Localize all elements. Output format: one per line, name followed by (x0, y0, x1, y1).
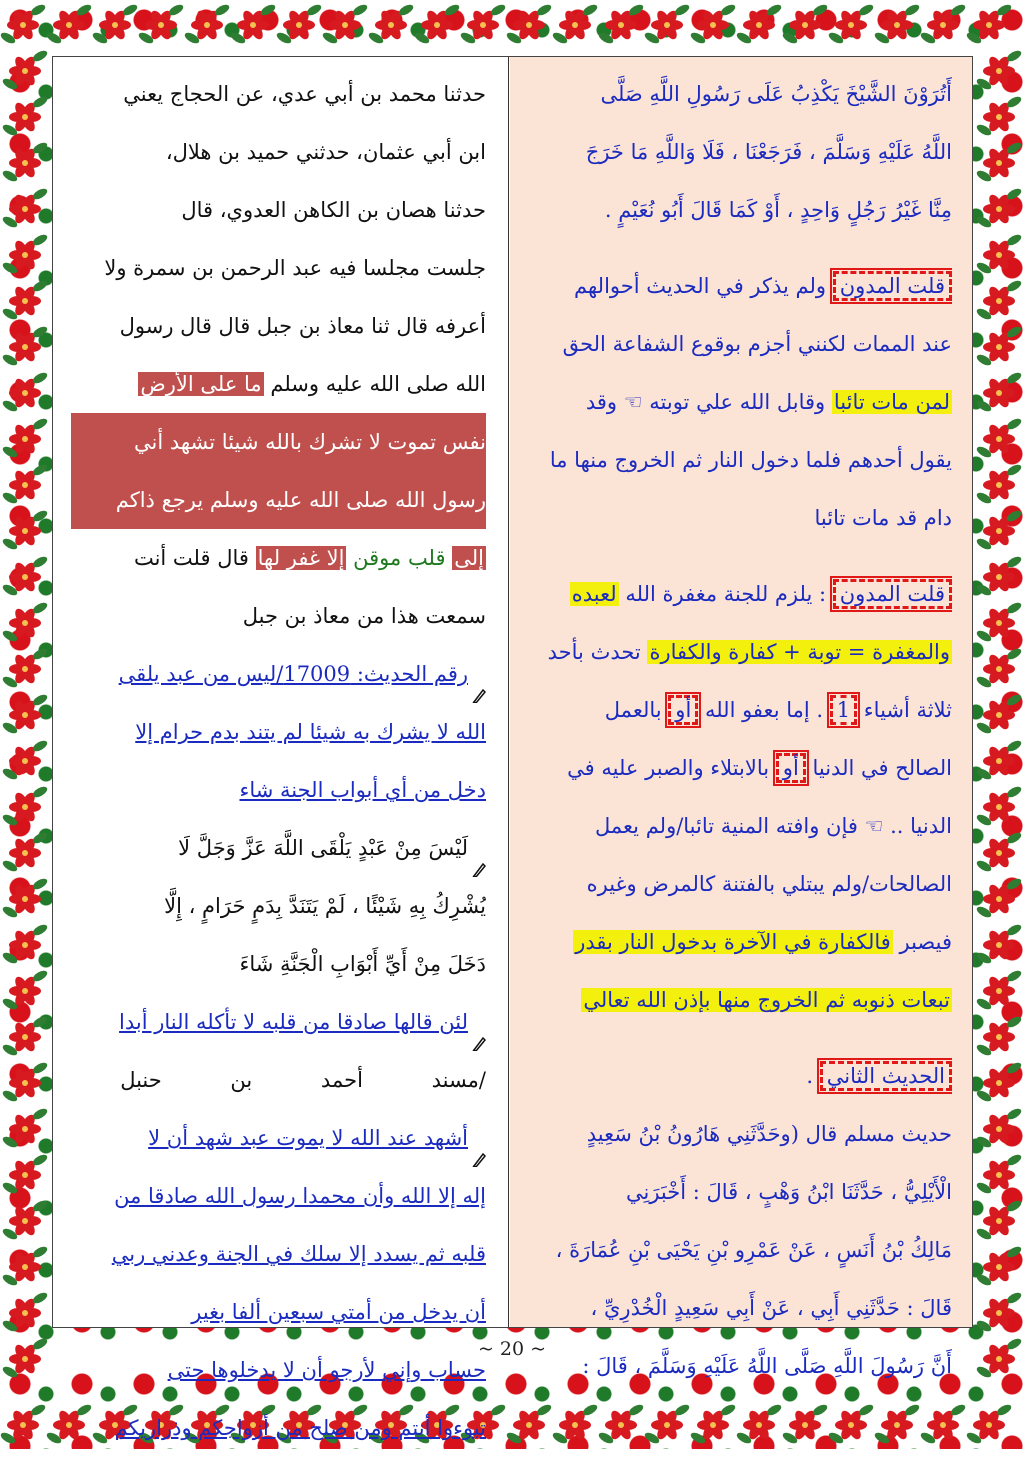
poinsettia-icon (324, 4, 366, 46)
hadith-number-link[interactable] (71, 645, 486, 703)
laen-link[interactable] (71, 993, 486, 1051)
poinsettia-icon (140, 4, 182, 46)
note-line (526, 797, 952, 855)
poinsettia-icon (978, 372, 1020, 414)
red-highlight: ما على الأرض (140, 372, 262, 396)
isnad-line: قَالَ : حَدَّثَنِي أَبِي ، عَنْ أَبِي سَعِيدٍ الْخُدْرِيِّ ، (590, 1296, 952, 1320)
poinsettia-icon (978, 556, 1020, 598)
boxed-label: قلت المدون (833, 579, 952, 609)
text-span: : يلزم للجنة مغفرة الله (625, 582, 827, 606)
ashhad-link[interactable] (71, 1109, 486, 1167)
poinsettia-icon (830, 4, 872, 46)
poinsettia-icon (978, 832, 1020, 874)
poinsettia-icon (4, 326, 46, 368)
hadith-link-line[interactable]: إله إلا الله وأن محمدا رسول الله صادقا من (114, 1184, 486, 1208)
poinsettia-icon (978, 1062, 1020, 1104)
poinsettia-icon (830, 1404, 872, 1446)
text-line: حدثنا هصان بن الكاهن العدوي، قال (181, 198, 486, 222)
yellow-highlight: والمغفرة = توبة + كفارة والكفارة (649, 640, 950, 664)
poinsettia-icon (600, 1404, 642, 1446)
poinsettia-icon (4, 1062, 46, 1104)
poinsettia-icon (4, 96, 46, 138)
poinsettia-icon (978, 786, 1020, 828)
poinsettia-icon (978, 50, 1020, 92)
text-span: . إما بعفو الله (704, 698, 824, 722)
poinsettia-icon (922, 4, 964, 46)
text-span: . (806, 1064, 814, 1088)
poinsettia-icon (978, 694, 1020, 736)
poinsettia-icon (4, 280, 46, 322)
note-line: عند الممات لكنني أجزم بوقوع الشفاعة الحق (562, 332, 952, 356)
hadith-link-line[interactable]: أن يدخل من أمتي سبعين ألفا بغير (191, 1300, 486, 1324)
pen-icon (472, 668, 486, 684)
green-text: قلب موقن (353, 546, 446, 570)
note-line (526, 739, 952, 797)
poinsettia-icon (4, 556, 46, 598)
pointing-hand-icon: ☜ (864, 814, 884, 838)
text-span: الصالح في الدنيا (812, 756, 952, 780)
poinsettia-icon (978, 1108, 1020, 1150)
poinsettia-icon (4, 878, 46, 920)
red-highlight: إلى (454, 546, 484, 570)
poinsettia-icon (4, 372, 46, 414)
poinsettia-icon (4, 464, 46, 506)
note-line (526, 257, 952, 315)
poinsettia-icon (4, 1200, 46, 1242)
poinsettia-icon (94, 4, 136, 46)
text-span: الدنيا .. (890, 814, 952, 838)
poinsettia-icon (4, 1016, 46, 1058)
text-span: ثلاثة أشياء (863, 698, 952, 722)
poinsettia-icon (978, 142, 1020, 184)
poinsettia-icon (4, 1108, 46, 1150)
note-line (526, 565, 952, 623)
text-line: حدثنا محمد بن أبي عدي، عن الحجاج يعني (123, 82, 486, 106)
poinsettia-icon (738, 4, 780, 46)
poinsettia-icon (738, 1404, 780, 1446)
hadith-link-line[interactable]: تبوءوا أنتم ومن صلح من أزواجكم وذراريكم (114, 1416, 486, 1440)
poinsettia-icon (968, 4, 1010, 46)
poinsettia-icon (4, 418, 46, 460)
poinsettia-icon (978, 96, 1020, 138)
link-text: رقم الحديث: 17009/ليس من عبد يلقى (118, 662, 468, 686)
poinsettia-icon (978, 234, 1020, 276)
poinsettia-icon (876, 1404, 918, 1446)
yellow-highlight: فالكفارة في الآخرة بدخول النار بقدر (575, 930, 891, 954)
boxed-label: أو (776, 753, 806, 783)
page-number: ~ 20 ~ (477, 1338, 547, 1360)
poinsettia-icon (978, 1016, 1020, 1058)
vocalized-line: يُشْرِكُ بِهِ شَيْئًا ، لَمْ يَتَنَدَّ بِدَمٍ حَرَامٍ ، إِلَّا (164, 894, 486, 918)
text-span: لَيْسَ مِنْ عَبْدٍ يَلْقَى اللَّهَ عَزَّ وَجَلَّ لَا (178, 836, 468, 860)
poinsettia-icon (4, 924, 46, 966)
poinsettia-icon (978, 326, 1020, 368)
poinsettia-icon (186, 4, 228, 46)
poinsettia-icon (646, 1404, 688, 1446)
vocalized-line: اللَّهُ عَلَيْهِ وَسَلَّمَ ، فَرَجَعْنَا ، فَلَا وَاللَّهِ مَا خَرَجَ (585, 140, 952, 164)
poinsettia-icon (978, 418, 1020, 460)
poinsettia-icon (554, 4, 596, 46)
isnad-line: الْأَيْلِيُّ ، حَدَّثَنَا ابْنُ وَهْبٍ ، قَالَ : أَخْبَرَنِي (625, 1180, 952, 1204)
vocalized-line: مِنَّا غَيْرُ رَجُلٍ وَاحِدٍ ، أَوْ كَمَا قَالَ أَبُو نُعَيْمٍ . (604, 198, 952, 222)
poinsettia-icon (978, 1200, 1020, 1242)
text-span: تحدث بأحد (547, 640, 641, 664)
yellow-highlight: تبعات ذنوبه ثم الخروج منها بإذن الله تعالي (583, 988, 950, 1012)
poinsettia-icon (978, 1292, 1020, 1334)
poinsettia-icon (968, 1404, 1010, 1446)
note-line (526, 971, 952, 1029)
text-span: الله صلى الله عليه وسلم (270, 372, 486, 396)
poinsettia-icon (4, 602, 46, 644)
pen-icon (472, 1016, 486, 1032)
poinsettia-icon (4, 970, 46, 1012)
note-line: يقول أحدهم فلما دخول النار ثم الخروج منها ما (549, 448, 952, 472)
poinsettia-icon (4, 786, 46, 828)
poinsettia-icon (4, 648, 46, 690)
hadith-link-line[interactable]: حساب وإني لأرجو أن لا يدخلوها حتى (167, 1358, 486, 1382)
yellow-highlight: لعبده (571, 582, 617, 606)
boxed-label: قلت المدون (833, 271, 952, 301)
poinsettia-icon (646, 4, 688, 46)
left-column (53, 57, 509, 1440)
musnad-line: /مسند أحمد بن حنبل (120, 1068, 486, 1092)
link-text: أشهد عند الله لا يموت عبد شهد أن لا (148, 1126, 468, 1150)
poinsettia-icon (978, 188, 1020, 230)
text-span: فيصبر (899, 930, 952, 954)
poinsettia-icon (978, 1154, 1020, 1196)
poinsettia-icon (48, 4, 90, 46)
poinsettia-icon (4, 188, 46, 230)
note-line: دام قد مات تائبا (814, 506, 952, 530)
poinsettia-icon (978, 464, 1020, 506)
poinsettia-icon (922, 1404, 964, 1446)
poinsettia-icon (978, 280, 1020, 322)
poinsettia-icon (416, 4, 458, 46)
highlighted-line (71, 529, 486, 587)
text-span: وقابل الله علي توبته (649, 390, 826, 414)
poinsettia-icon (784, 4, 826, 46)
poinsettia-icon (692, 1404, 734, 1446)
text-span: بالعمل (604, 698, 662, 722)
text-span: فإن وافته المنية تائبا/ولم يعمل (595, 814, 858, 838)
poinsettia-icon (978, 878, 1020, 920)
poinsettia-icon (508, 4, 550, 46)
isnad-line: حديث مسلم قال (وحَدَّثَنِي هَارُونُ بْنُ سَعِيدٍ (586, 1122, 952, 1146)
red-highlight: إلا غفر لها (257, 546, 345, 570)
isnad-line: مَالِكُ بْنُ أَنَسٍ ، عَنْ عَمْرِو بْنِ يَحْيَى بْنِ عُمَارَةَ ، (555, 1238, 952, 1262)
poinsettia-icon (2, 4, 44, 46)
poinsettia-icon (278, 4, 320, 46)
note-line: الصالحات/ولم يبتلي بالفتنة كالمرض وغيره (586, 872, 952, 896)
poinsettia-icon (554, 1404, 596, 1446)
vocalized-line: أَتُرَوْنَ الشَّيْخَ يَكْذِبُ عَلَى رَسُولِ اللَّهِ صَلَّى (600, 82, 952, 106)
poinsettia-icon (508, 1404, 550, 1446)
highlighted-line (71, 355, 486, 413)
poinsettia-icon (370, 4, 412, 46)
note-line (526, 913, 952, 971)
poinsettia-icon (784, 1404, 826, 1446)
poinsettia-icon (978, 924, 1020, 966)
poinsettia-icon (4, 1154, 46, 1196)
boxed-label: الحديث الثاني (820, 1061, 952, 1091)
poinsettia-icon (4, 510, 46, 552)
pen-icon (472, 842, 486, 858)
poinsettia-icon (2, 1404, 44, 1446)
poinsettia-icon (978, 1246, 1020, 1288)
note-line (526, 373, 952, 431)
boxed-label: أو (668, 695, 698, 725)
text-line: ابن أبي عثمان، حدثني حميد بن هلال، (165, 140, 486, 164)
poinsettia-icon (876, 4, 918, 46)
poinsettia-icon (692, 4, 734, 46)
poinsettia-icon (978, 970, 1020, 1012)
poinsettia-icon (978, 510, 1020, 552)
hadith-link-line[interactable]: قلبه ثم يسدد إلا سلك في الجنة وعدني ربي (111, 1242, 486, 1266)
text-line: سمعت هذا من معاذ بن جبل (242, 604, 486, 628)
hadith-link-line[interactable]: الله لا يشرك به شيئا لم يتند بدم حرام إلا (135, 720, 486, 744)
pointing-hand-icon: ☜ (623, 390, 643, 414)
poinsettia-icon (600, 4, 642, 46)
boxed-label: 1 (830, 695, 857, 725)
text-line: أعرفه قال ثنا معاذ بن جبل قال قال رسول (119, 314, 486, 338)
vocalized-line (71, 819, 486, 877)
poinsettia-icon (4, 1292, 46, 1334)
poinsettia-icon (4, 740, 46, 782)
link-text: لئن قالها صادقا من قلبه لا تأكله النار أبدا (119, 1010, 468, 1034)
red-highlight-line: رسول الله صلى الله عليه وسلم يرجع ذاكم (71, 471, 486, 529)
text-span: وقد (585, 390, 618, 414)
poinsettia-icon (4, 142, 46, 184)
poinsettia-icon (4, 694, 46, 736)
vocalized-line: دَخَلَ مِنْ أَيِّ أَبْوَابِ الْجَنَّةِ شَاءَ (239, 952, 486, 976)
pen-icon (472, 1132, 486, 1148)
text-line: جلست مجلسا فيه عبد الرحمن بن سمرة ولا (104, 256, 486, 280)
poinsettia-icon (4, 50, 46, 92)
text-span: بالابتلاء والصبر عليه في (567, 756, 770, 780)
poinsettia-icon (978, 740, 1020, 782)
poinsettia-icon (232, 4, 274, 46)
yellow-highlight: لمن مات تائبا (833, 390, 950, 414)
text-span: ولم يذكر في الحديث أحوالهم (574, 274, 827, 298)
red-highlight-line: نفس تموت لا تشرك بالله شيئا تشهد أني (71, 413, 486, 471)
poinsettia-icon (462, 4, 504, 46)
note-line (526, 681, 952, 739)
poinsettia-icon (4, 1246, 46, 1288)
text-span: قال قلت أنت (133, 546, 249, 570)
section-heading (526, 1047, 952, 1105)
hadith-link-line[interactable]: دخل من أي أبواب الجنة شاء (239, 778, 486, 802)
poinsettia-icon (978, 648, 1020, 690)
poinsettia-icon (978, 602, 1020, 644)
poinsettia-icon (4, 234, 46, 276)
note-line (526, 623, 952, 681)
poinsettia-icon (4, 832, 46, 874)
isnad-line: أَنَّ رَسُولَ اللَّهِ صَلَّى اللَّهُ عَلَيْهِ وَسَلَّمَ ، قَالَ : (582, 1354, 952, 1378)
